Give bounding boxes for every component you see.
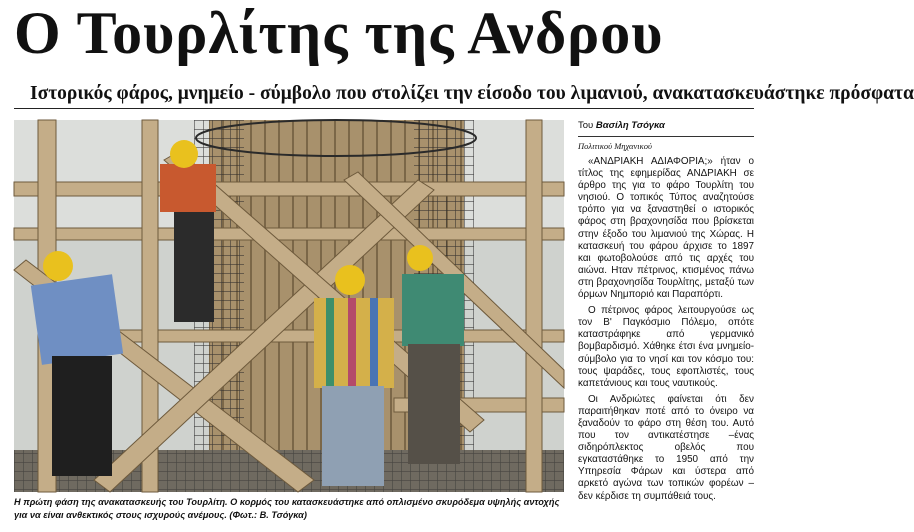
body-paragraph: «ΑΝΔΡΙΑΚΗ ΑΔΙΑΦΟΡΙΑ;» ήταν ο τίτλος της εφημερίδας ΑΝΔΡΙΑΚΗ σε άρθρο της για το φάρο Τουρλίτη του νησιού. Ο τοπικός Τύπος αναζητούσε τρόπο για να ξαναστηθεί ο ιστορικός φάρος στη βραχονησίδα που βρίσκεται στην έξοδο του λιμανιού της Χώρας. Η κατασκευή του φάρου άρχισε το 1897 και φωτοβολούσε από τις αρχές του αιώνα. Ηταν πέτρινος, κτισμένος πάνω στη βραχονησίδα Τουρλίτης, μεταξύ των όρμων Νημποριό και Παραπόρτι. [578, 156, 754, 301]
photo-caption: Η πρώτη φάση της ανακατασκευής του Τουρλίτη. Ο κορμός του κατασκευάστηκε από οπλισμένο σκυρόδεμα υψηλής αντοχής για να είναι ανθεκτικός στους ισχυρούς ανέμους. (Φωτ.: Β. Τσόγκα) [14, 497, 560, 520]
byline [578, 120, 754, 137]
subheadline: Ιστορικός φάρος, μνημείο - σύμβολο που στολίζει την είσοδο του λιμανιού, ανακατασκευάστηκε πρόσφατα [30, 83, 914, 104]
byline-block [578, 120, 754, 152]
body-paragraph: Ο πέτρινος φάρος λειτουργούσε ως τον Β' Παγκόσμιο Πόλεμο, οπότε καταστράφηκε από γερμανικό βομβαρδισμό. Χάθηκε έτσι ένα μνημείο-σύμβολο για το νησί και τον κόσμο του: τους ψαράδες, τους εφοπλιστές, τους καπετάνιους και τους ναυτικούς. [578, 305, 754, 389]
article-body [578, 156, 754, 503]
headline: Ο Τουρλίτης της Ανδρου [14, 0, 664, 66]
author-role: Πολιτικού Μηχανικού [578, 141, 652, 151]
body-paragraph: Οι Ανδριώτες φαίνεται ότι δεν παραιτήθηκαν ποτέ από το όνειρο να ξαναδούν το φάρο στη θέση του. Αυτό που τον αντικατέστησε –ένας σιδηρόπλεκτος οβελός που εγκαταστάθηκε το 1950 από την Υπηρεσία Φάρων και ύστερα από αρκετό αγώνα των τοπικών φορέων – δεν κέρδισε τη συμπάθειά τους. [578, 393, 754, 502]
byline-author: Βασίλη Τσόγκα [595, 120, 665, 131]
byline-prefix: Του [578, 120, 594, 131]
article-photo [14, 120, 564, 492]
headline-divider [14, 108, 754, 109]
